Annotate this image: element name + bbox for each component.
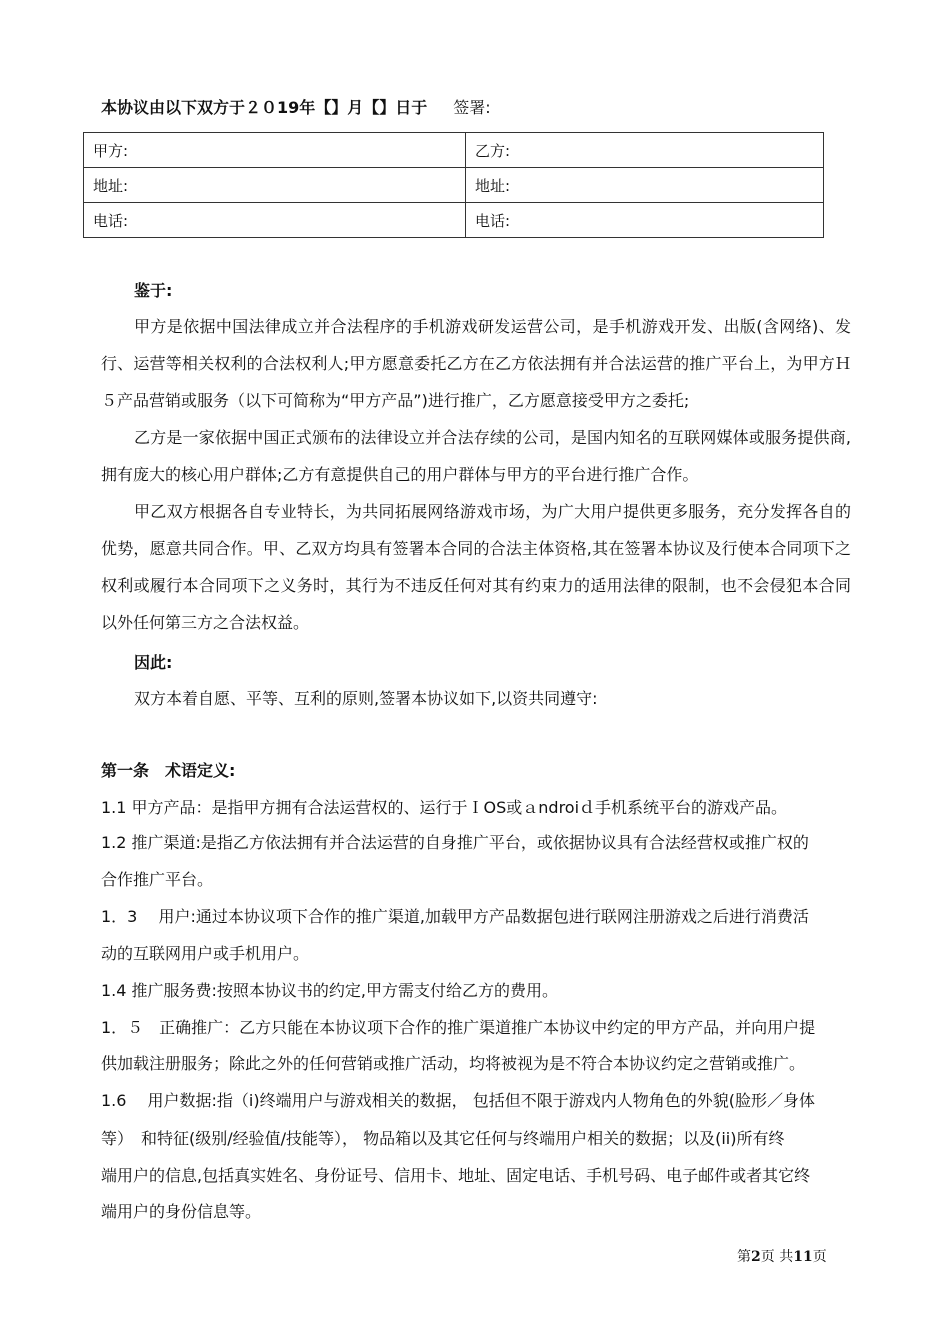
definition-1-6-line-1: 1.6 用户数据:指（i)终端用户与游戏相关的数据， 包括但不限于游戏内人物角色的外貌(脸形／身体 (101, 1091, 815, 1110)
article-1-heading: 第一条 术语定义: (101, 761, 236, 780)
sign-label: 签署: (453, 98, 491, 117)
parties-table (83, 132, 824, 238)
therefore-text: 双方本着自愿、平等、互利的原则,签署本协议如下,以资共同遵守: (134, 689, 598, 708)
footer-post: 页 (812, 1249, 827, 1265)
definition-1-6-line-2: 等） 和特征(级别/经验值/技能等）， 物品箱以及其它任何与终端用户相关的数据；以及(ii)所有终 (101, 1129, 785, 1148)
page-footer (737, 1246, 827, 1266)
table-row (84, 133, 824, 168)
therefore-heading: 因此: (134, 653, 173, 672)
whereas-paragraph-1: 甲方是依据中国法律成立并合法程序的手机游戏研发运营公司，是手机游戏开发、出版(含网络)、发行、运营等相关权利的合法权利人;甲方愿意委托乙方在乙方依法拥有并合法运营的推广平台上，为甲方Ｈ５产品营销或服务（以下可简称为“甲方产品”)进行推广，乙方愿意接受甲方之委托; (101, 317, 851, 410)
address-a-cell: 地址: (84, 168, 466, 203)
definition-1-2-line-2: 合作推广平台。 (101, 870, 214, 889)
whereas-heading: 鉴于: (134, 281, 173, 300)
definition-1-1: 1.1 甲方产品：是指甲方拥有合法运营权的、运行于ＩOS或ａndroiｄ手机系统平台的游戏产品。 (101, 798, 788, 817)
definition-1-4: 1.4 推广服务费:按照本协议书的约定,甲方需支付给乙方的费用。 (101, 981, 559, 1000)
phone-b-cell: 电话: (466, 203, 824, 238)
definition-1-5-line-1: 1．５ 正确推广：乙方只能在本协议项下合作的推广渠道推广本协议中约定的甲方产品，并向用户提 (101, 1018, 816, 1037)
footer-mid: 页 共 (760, 1249, 794, 1265)
definition-1-2-line-1: 1.2 推广渠道:是指乙方依法拥有并合法运营的自身推广平台，或依据协议具有合法经营权或推广权的 (101, 833, 809, 852)
phone-a-cell: 电话: (84, 203, 466, 238)
definition-1-6-line-3: 端用户的信息,包括真实姓名、身份证号、信用卡、地址、固定电话、手机号码、电子邮件或者其它终 (101, 1166, 811, 1185)
footer-total-pages: 11 (793, 1249, 813, 1265)
footer-pre: 第 (737, 1249, 751, 1265)
table-row (84, 168, 824, 203)
definition-1-5-line-2: 供加载注册服务；除此之外的任何营销或推广活动，均将被视为是不符合本协议约定之营销或推广。 (101, 1054, 806, 1073)
definition-1-6-line-4: 端用户的身份信息等。 (101, 1202, 262, 1221)
party-a-cell: 甲方: (84, 133, 466, 168)
definition-1-3-line-2: 动的互联网用户或手机用户。 (101, 944, 310, 963)
whereas-paragraph-2: 乙方是一家依据中国正式颁布的法律设立并合法存续的公司，是国内知名的互联网媒体或服务提供商,拥有庞大的核心用户群体;乙方有意提供自己的用户群体与甲方的平台进行推广合作。 (101, 428, 851, 484)
intro-text: 本协议由以下双方于２０19年【】月【】日于 (101, 98, 428, 117)
whereas-paragraph-3: 甲乙双方根据各自专业特长，为共同拓展网络游戏市场，为广大用户提供更多服务，充分发挥各自的优势，愿意共同合作。甲、乙双方均具有签署本合同的合法主体资格,其在签署本协议及行使本合同项下之权利或履行本合同项下之义务时，其行为不违反任何对其有约束力的适用法律的限制，也不会侵犯本合同以外任何第三方之合法权益。 (101, 502, 851, 632)
footer-page-number: 2 (751, 1249, 761, 1265)
address-b-cell: 地址: (466, 168, 824, 203)
agreement-intro (101, 96, 491, 120)
definition-1-3-line-1: 1．3 用户:通过本协议项下合作的推广渠道,加载甲方产品数据包进行联网注册游戏之后进行消费活 (101, 907, 809, 926)
table-row (84, 203, 824, 238)
party-b-cell: 乙方: (466, 133, 824, 168)
